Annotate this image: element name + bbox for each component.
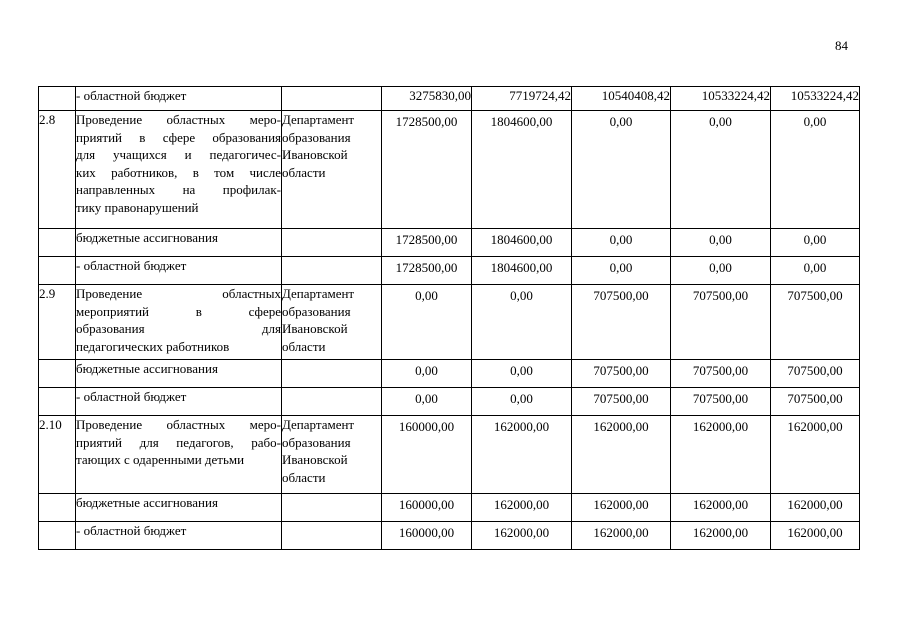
row-description: Проведение областных меро- приятий для педагогов, рабо- тающих с одаренными детьми	[76, 416, 282, 494]
value-cell-4: 0,00	[671, 111, 771, 229]
value-cell-1: 3275830,00	[382, 87, 472, 111]
table-row	[39, 360, 860, 388]
table-body	[39, 87, 860, 550]
value-cell-2: 1804600,00	[472, 111, 572, 229]
value-cell-1: 0,00	[382, 360, 472, 388]
value-cell-5: 707500,00	[771, 388, 860, 416]
value-cell-3: 707500,00	[572, 285, 671, 360]
table-row	[39, 285, 860, 360]
value-cell-4: 707500,00	[671, 388, 771, 416]
value-cell-3: 162000,00	[572, 494, 671, 522]
value-cell-3: 707500,00	[572, 388, 671, 416]
executor-line: Ивановской	[282, 321, 348, 336]
row-description: Проведение областных мероприятий в сфере образования для педагогических работников	[76, 285, 282, 360]
value-cell-4: 162000,00	[671, 522, 771, 550]
table-row	[39, 522, 860, 550]
row-description: - областной бюджет	[76, 522, 282, 550]
row-description: - областной бюджет	[76, 257, 282, 285]
value-cell-2: 1804600,00	[472, 257, 572, 285]
executor-line: образования	[282, 434, 351, 450]
budget-table	[38, 86, 860, 550]
value-cell-4: 10533224,42	[671, 87, 771, 111]
value-cell-5: 0,00	[771, 257, 860, 285]
row-code	[39, 388, 76, 416]
value-cell-5: 0,00	[771, 229, 860, 257]
value-cell-2: 0,00	[472, 285, 572, 360]
value-cell-3: 162000,00	[572, 522, 671, 550]
value-cell-2: 0,00	[472, 360, 572, 388]
value-cell-3: 10540408,42	[572, 87, 671, 111]
executor-line: Ивановской	[282, 452, 348, 467]
value-cell-5: 0,00	[771, 111, 860, 229]
value-cell-1: 0,00	[382, 285, 472, 360]
table-row	[39, 87, 860, 111]
value-cell-2: 1804600,00	[472, 229, 572, 257]
table-row	[39, 229, 860, 257]
value-cell-1: 1728500,00	[382, 257, 472, 285]
value-cell-3: 0,00	[572, 111, 671, 229]
value-cell-5: 162000,00	[771, 522, 860, 550]
row-code	[39, 229, 76, 257]
value-cell-5: 10533224,42	[771, 87, 860, 111]
executor-line: области	[282, 338, 326, 354]
value-cell-2: 0,00	[472, 388, 572, 416]
row-executor	[282, 285, 382, 360]
value-cell-2: 162000,00	[472, 416, 572, 494]
row-description: бюджетные ассигнования	[76, 229, 282, 257]
value-cell-3: 0,00	[572, 229, 671, 257]
executor-line: Департамент	[282, 286, 355, 301]
table-row	[39, 494, 860, 522]
row-description: бюджетные ассигнования	[76, 360, 282, 388]
value-cell-5: 162000,00	[771, 494, 860, 522]
value-cell-1: 0,00	[382, 388, 472, 416]
row-executor	[282, 257, 382, 285]
row-description: бюджетные ассигнования	[76, 494, 282, 522]
row-code	[39, 522, 76, 550]
value-cell-2: 7719724,42	[472, 87, 572, 111]
value-cell-3: 162000,00	[572, 416, 671, 494]
value-cell-4: 0,00	[671, 257, 771, 285]
row-code	[39, 257, 76, 285]
row-code: 2.8	[39, 111, 76, 229]
value-cell-2: 162000,00	[472, 522, 572, 550]
row-description: - областной бюджет	[76, 87, 282, 111]
value-cell-4: 0,00	[671, 229, 771, 257]
table-row	[39, 111, 860, 229]
value-cell-4: 162000,00	[671, 494, 771, 522]
executor-line: Ивановской	[282, 147, 348, 162]
value-cell-1: 160000,00	[382, 522, 472, 550]
executor-line: Департамент	[282, 112, 355, 127]
row-executor	[282, 229, 382, 257]
row-executor	[282, 360, 382, 388]
row-code: 2.10	[39, 416, 76, 494]
executor-line: образования	[282, 129, 351, 145]
executor-line: области	[282, 469, 326, 485]
row-description: - областной бюджет	[76, 388, 282, 416]
value-cell-3: 0,00	[572, 257, 671, 285]
executor-line: области	[282, 164, 326, 180]
value-cell-1: 160000,00	[382, 494, 472, 522]
executor-line: образования	[282, 303, 351, 319]
value-cell-1: 160000,00	[382, 416, 472, 494]
value-cell-5: 162000,00	[771, 416, 860, 494]
value-cell-4: 162000,00	[671, 416, 771, 494]
value-cell-3: 707500,00	[572, 360, 671, 388]
row-code: 2.9	[39, 285, 76, 360]
value-cell-5: 707500,00	[771, 360, 860, 388]
row-executor	[282, 388, 382, 416]
row-code	[39, 494, 76, 522]
value-cell-4: 707500,00	[671, 360, 771, 388]
row-executor	[282, 494, 382, 522]
executor-line: Департамент	[282, 417, 355, 432]
value-cell-1: 1728500,00	[382, 111, 472, 229]
row-description: Проведение областных меро- приятий в сфере образования для учащихся и педагогичес- ких работников, в том числе направленных на профилак- тику правонарушений	[76, 111, 282, 229]
value-cell-4: 707500,00	[671, 285, 771, 360]
value-cell-2: 162000,00	[472, 494, 572, 522]
table-row	[39, 416, 860, 494]
row-executor	[282, 522, 382, 550]
row-executor	[282, 111, 382, 229]
row-code	[39, 87, 76, 111]
table-row	[39, 388, 860, 416]
row-code	[39, 360, 76, 388]
value-cell-5: 707500,00	[771, 285, 860, 360]
page-number: 84	[835, 38, 848, 53]
value-cell-1: 1728500,00	[382, 229, 472, 257]
row-executor	[282, 87, 382, 111]
table-row	[39, 257, 860, 285]
row-executor	[282, 416, 382, 494]
